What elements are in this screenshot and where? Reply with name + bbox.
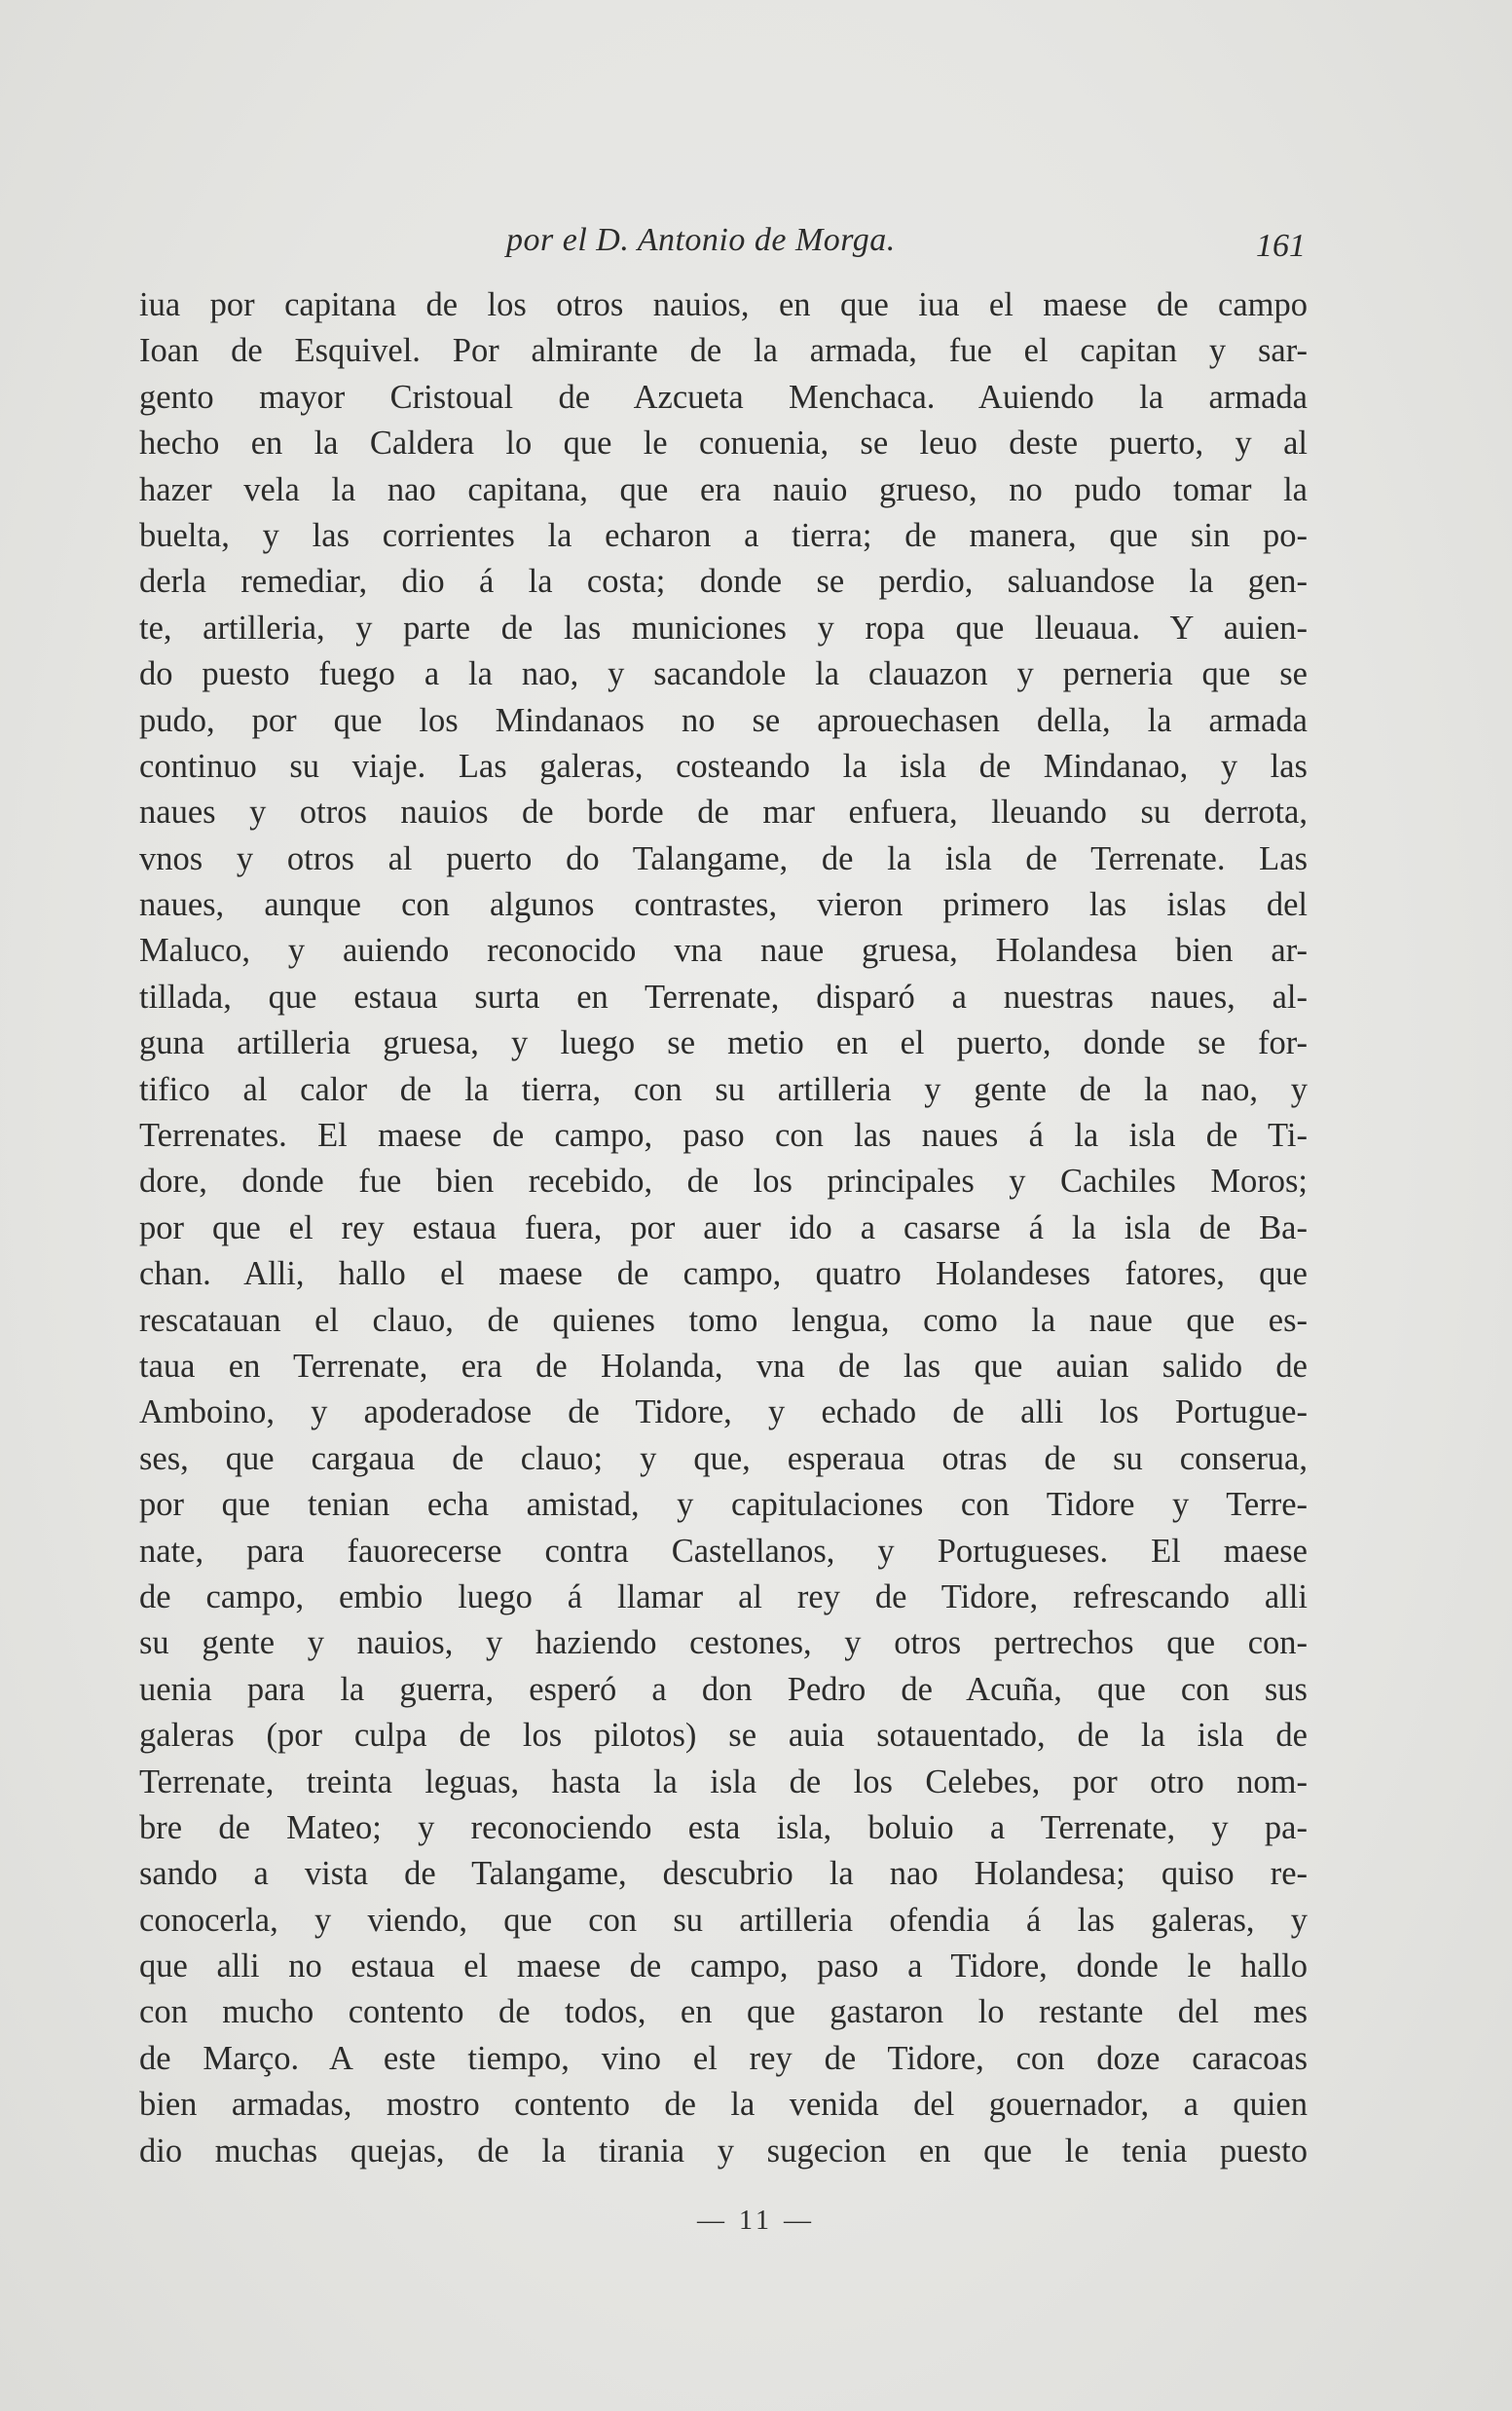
signature-mark: — 11 — <box>697 2206 815 2236</box>
text-line: do puesto fuego a la nao, y sacandole la clauazon y perneria que se <box>139 655 1308 693</box>
text-line: hazer vela la nao capitana, que era nauio grueso, no pudo tomar la <box>139 470 1308 508</box>
text-line: vnos y otros al puerto do Talangame, de la isla de Terrenate. Las <box>139 839 1308 877</box>
text-line: te, artilleria, y parte de las municiones y ropa que lleuaua. Y auien- <box>139 609 1308 647</box>
text-line: dore, donde fue bien recebido, de los principales y Cachiles Moros; <box>139 1163 1308 1201</box>
text-line: uenia para la guerra, esperó a don Pedro de Acuña, que con sus <box>139 1670 1308 1708</box>
text-line: continuo su viaje. Las galeras, costeando la isla de Mindanao, y las <box>139 747 1308 785</box>
text-line: gento mayor Cristoual de Azcueta Menchaca. Auiendo la armada <box>139 378 1308 416</box>
text-line: sando a vista de Talangame, descubrio la nao Holandesa; quiso re- <box>139 1855 1308 1893</box>
text-line: Ioan de Esquivel. Por almirante de la armada, fue el capitan y sar- <box>139 332 1308 370</box>
text-line: guna artilleria gruesa, y luego se metio en el puerto, donde se for- <box>139 1024 1308 1062</box>
text-line: conocerla, y viendo, que con su artilleria ofendia á las galeras, y <box>139 1901 1308 1939</box>
text-line: su gente y nauios, y haziendo cestones, y otros pertrechos que con- <box>139 1624 1308 1662</box>
text-line: derla remediar, dio á la costa; donde se perdio, saluandose la gen- <box>139 563 1308 601</box>
text-line: dio muchas quejas, de la tirania y sugecion en que le tenia puesto <box>139 2132 1308 2170</box>
text-line: buelta, y las corrientes la echaron a tierra; de manera, que sin po- <box>139 516 1308 554</box>
text-line: con mucho contento de todos, en que gastaron lo restante del mes <box>139 1993 1308 2031</box>
running-head <box>0 222 1512 271</box>
text-line: tillada, que estaua surta en Terrenate, disparó a nuestras naues, al- <box>139 978 1308 1016</box>
text-line: pudo, por que los Mindanaos no se aprouechasen della, la armada <box>139 701 1308 739</box>
text-line: nate, para fauorecerse contra Castellanos, y Portugueses. El maese <box>139 1532 1308 1570</box>
text-line: bre de Mateo; y reconociendo esta isla, boluio a Terrenate, y pa- <box>139 1808 1308 1846</box>
text-line: iua por capitana de los otros nauios, en que iua el maese de campo <box>139 286 1308 323</box>
text-line: de Março. A este tiempo, vino el rey de Tidore, con doze caracoas <box>139 2039 1308 2077</box>
text-line: por que tenian echa amistad, y capitulaciones con Tidore y Terre- <box>139 1486 1308 1524</box>
text-line: rescatauan el clauo, de quienes tomo lengua, como la naue que es- <box>139 1301 1308 1339</box>
text-line: de campo, embio luego á llamar al rey de Tidore, refrescando alli <box>139 1577 1308 1615</box>
text-line: hecho en la Caldera lo que le conuenia, se leuo deste puerto, y al <box>139 425 1308 463</box>
body-text <box>139 282 1308 2174</box>
text-line: por que el rey estaua fuera, por auer ido a casarse á la isla de Ba- <box>139 1208 1308 1246</box>
text-line: ses, que cargaua de clauo; y que, esperaua otras de su conserua, <box>139 1439 1308 1477</box>
text-line: bien armadas, mostro contento de la venida del gouernador, a quien <box>139 2086 1308 2124</box>
text-line: Terrenates. El maese de campo, paso con las naues á la isla de Ti- <box>139 1117 1308 1155</box>
text-line: taua en Terrenate, era de Holanda, vna de las que auian salido de <box>139 1347 1308 1385</box>
text-line: naues, aunque con algunos contrastes, vieron primero las islas del <box>139 886 1308 924</box>
running-head-title: por el D. Antonio de Morga. <box>506 222 896 258</box>
text-line: tifico al calor de la tierra, con su artilleria y gente de la nao, y <box>139 1070 1308 1108</box>
text-line: Terrenate, treinta leguas, hasta la isla de los Celebes, por otro nom- <box>139 1762 1308 1800</box>
page-number: 161 <box>1256 228 1306 264</box>
text-line: Maluco, y auiendo reconocido vna naue gruesa, Holandesa bien ar- <box>139 932 1308 970</box>
text-line: Amboino, y apoderadose de Tidore, y echado de alli los Portugue- <box>139 1393 1308 1431</box>
text-line: chan. Alli, hallo el maese de campo, quatro Holandeses fatores, que <box>139 1255 1308 1293</box>
text-line: que alli no estaua el maese de campo, paso a Tidore, donde le hallo <box>139 1947 1308 1985</box>
text-line: galeras (por culpa de los pilotos) se auia sotauentado, de la isla de <box>139 1717 1308 1755</box>
text-line: naues y otros nauios de borde de mar enfuera, lleuando su derrota, <box>139 794 1308 832</box>
